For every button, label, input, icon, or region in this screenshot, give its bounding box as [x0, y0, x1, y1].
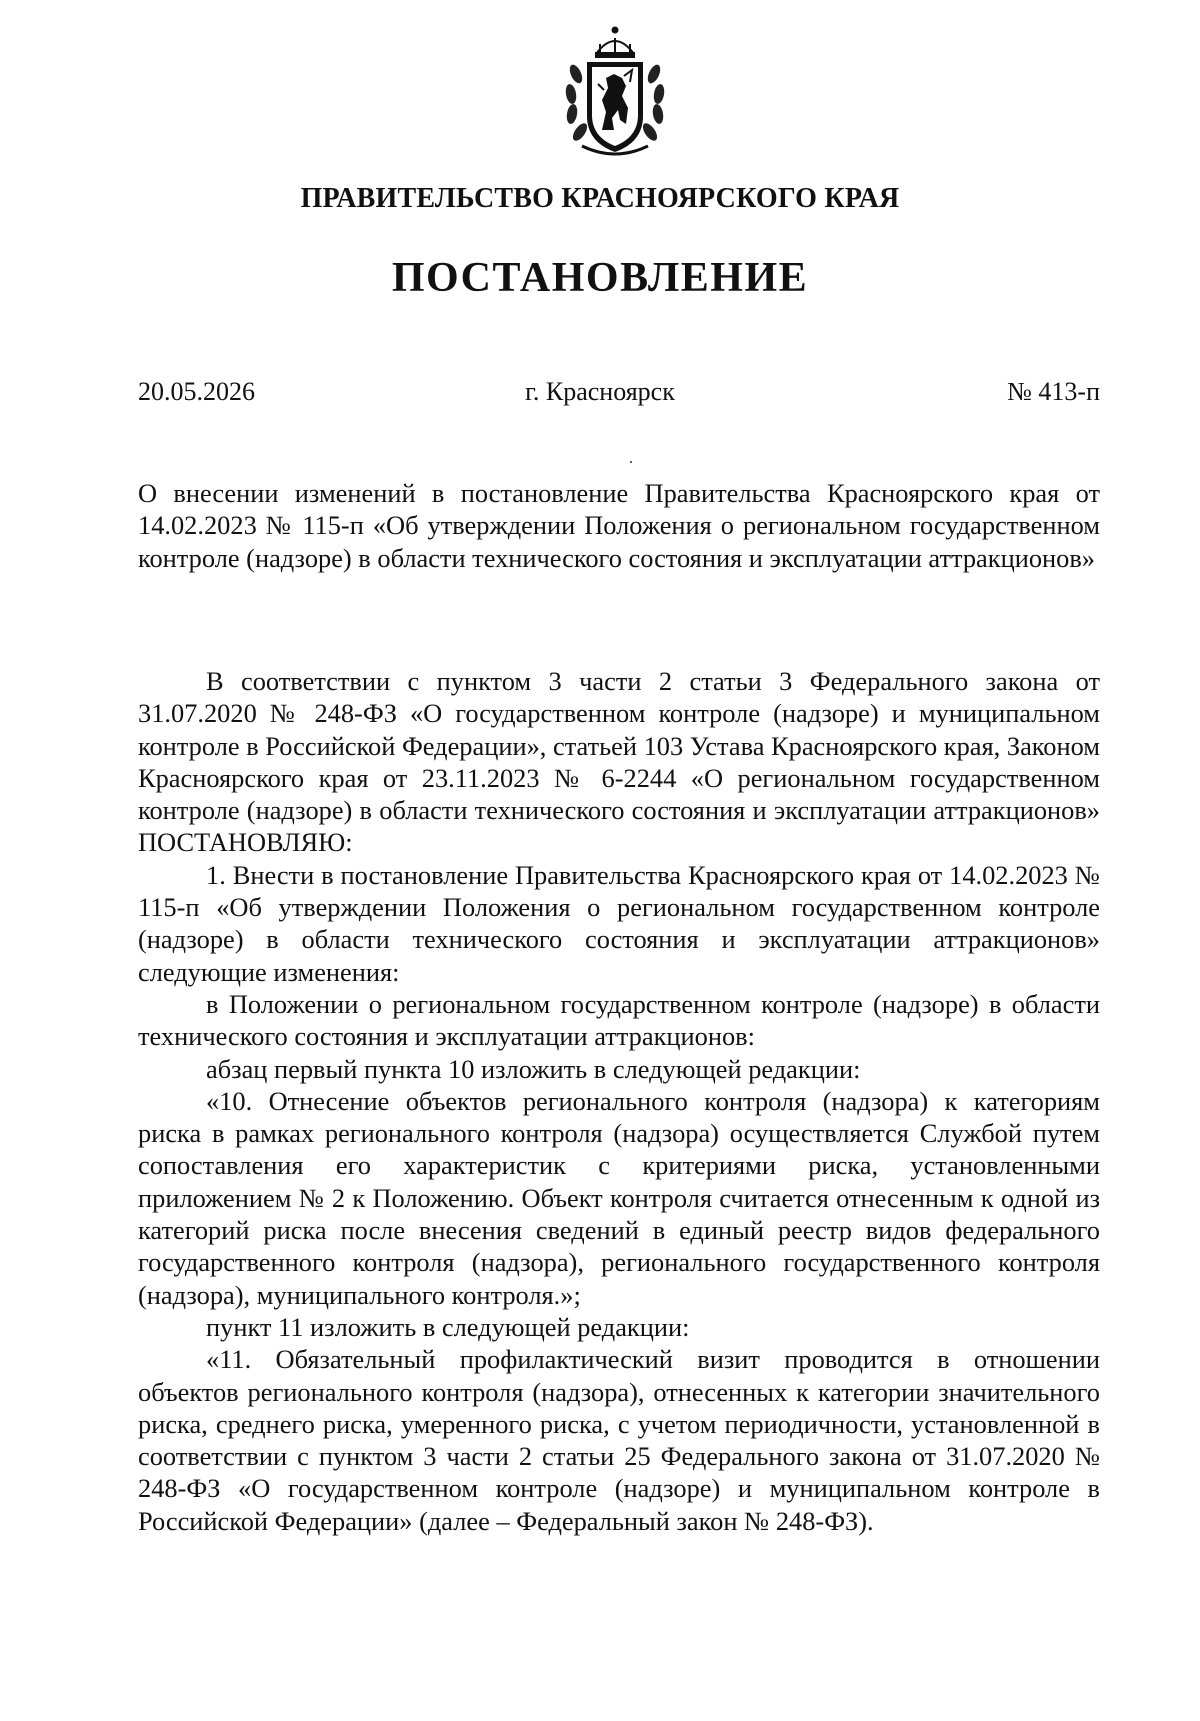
document-date: 20.05.2026	[138, 377, 255, 406]
body-paragraph-abzac-10: абзац первый пункта 10 изложить в следующей редакции:	[206, 1053, 861, 1084]
body-paragraph-item-1: 1. Внести в постановление Правительства Красноярского края от 14.02.2023 № 115-п «Об утверждении Положения о региональном государственном контроле (надзоре) в области технического состояния и эксплуатации аттракционов» следующие изменения:	[138, 859, 1100, 987]
body-paragraph-regulation: в Положении о региональном государственном контроле (надзоре) в области технического состояния и эксплуатации аттракционов:	[138, 988, 1100, 1052]
body-paragraph-point-11: «11. Обязательный профилактический визит проводится в отношении объектов регионального контроля (надзора), отнесенных к категории значительного риска, среднего риска, умеренного риска, с учетом периодичности, установленной в соответствии с пунктом 3 части 2 статьи 25 Федерального закона от 31.07.2020 № 248-ФЗ «О государственном контроле (надзоре) и муниципальном контроле в Российской Федерации» (далее – Федеральный закон № 248-ФЗ).	[138, 1344, 1100, 1536]
coat-of-arms-emblem	[562, 24, 668, 160]
document-title-text: О внесении изменений в постановление Правительства Красноярского края от 14.02.2023 № 115-п «Об утверждении Положения о региональном государственном контроле (надзоре) в области технического состояния и эксплуатации аттракционов»	[138, 478, 1100, 573]
document-body	[138, 665, 1100, 1537]
document-title	[138, 477, 1100, 574]
organization-name: ПРАВИТЕЛЬСТВО КРАСНОЯРСКОГО КРАЯ	[300, 183, 900, 214]
document-city: г. Красноярск	[525, 377, 675, 406]
stray-dot	[630, 461, 632, 463]
body-paragraph-preamble: В соответствии с пунктом 3 части 2 статьи 3 Федерального закона от 31.07.2020 № 248-ФЗ «О государственном контроле (надзоре) и муниципальном контроле в Российской Федерации», статьей 103 Устава Красноярского края, Законом Красноярского края от 23.11.2023 № 6-2244 «О региональном государственном контроле (надзоре) в области технического состояния и эксплуатации аттракционов» ПОСТАНОВЛЯЮ:	[138, 666, 1100, 858]
body-paragraph-point-10: «10. Отнесение объектов регионального контроля (надзора) к категориям риска в рамках регионального контроля (надзора) осуществляется Службой путем сопоставления его характеристик с критериями риска, установленными приложением № 2 к Положению. Объект контроля считается отнесенным к одной из категорий риска после внесения сведений в единый реестр видов федерального государственного контроля (надзора), регионального государственного контроля (надзора), муниципального контроля.»;	[138, 1085, 1100, 1310]
body-paragraph-punkt-11: пункт 11 изложить в следующей редакции:	[206, 1311, 690, 1342]
document-type: ПОСТАНОВЛЕНИЕ	[391, 255, 809, 301]
document-number: № 413-п	[1007, 377, 1100, 406]
